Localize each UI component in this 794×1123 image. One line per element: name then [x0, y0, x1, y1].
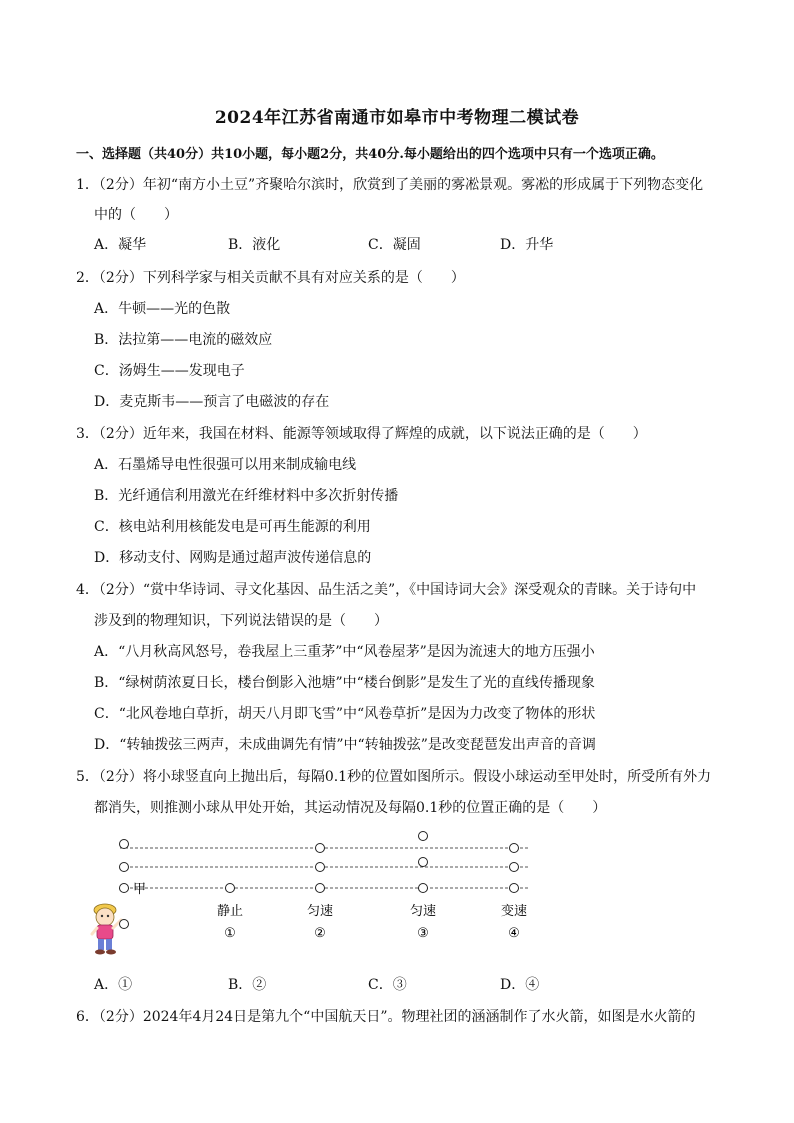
q1-option-d[interactable]: D．升华 [500, 237, 554, 253]
q5-option-a[interactable]: A．① [94, 977, 133, 993]
q4-option-b[interactable]: B．“绿树荫浓夏日长，楼台倒影入池塘”中“楼台倒影”是发生了光的直线传播现象 [94, 675, 595, 691]
option4-ball [510, 863, 519, 872]
option3-ball [419, 884, 428, 893]
figure-number-2: ② [314, 926, 326, 941]
q1-stem-line1: 1．（2分）年初“南方小土豆”齐聚哈尔滨时，欣赏到了美丽的雾凇景观。雾凇的形成属于下列物态变化 [76, 177, 704, 193]
q3-stem: 3．（2分）近年来，我国在材料、能源等领域取得了辉煌的成就，以下说法正确的是（ ） [76, 426, 647, 442]
position-marker-jia: 甲 [133, 882, 147, 897]
q4-stem-line1: 4．（2分）“赏中华诗词、寻文化基因、品生活之美”，《中国诗词大会》深受观众的青睐。关于诗句中 [76, 582, 697, 598]
q3-option-d[interactable]: D．移动支付、网购是通过超声波传递信息的 [94, 550, 372, 566]
ball-position [120, 840, 129, 849]
q5-option-b[interactable]: B．② [228, 977, 267, 993]
q1-option-c[interactable]: C．凝固 [368, 237, 421, 253]
q5-stem-line1: 5．（2分）将小球竖直向上抛出后，每隔0.1秒的位置如图所示。假设小球运动至甲处时，所受所有外力 [76, 769, 712, 785]
figure-label-3: 匀速 [409, 904, 437, 919]
q4-option-c[interactable]: C．“北风卷地白草折，胡天八月即飞雪”中“风卷草折”是因为力改变了物体的形状 [94, 706, 596, 722]
option2-ball [316, 863, 325, 872]
option4-ball [510, 844, 519, 853]
q4-option-d[interactable]: D．“转轴拨弦三两声，未成曲调先有情”中“转轴拨弦”是改变琵琶发出声音的音调 [94, 737, 596, 753]
thrown-ball [120, 920, 129, 929]
option1-ball [226, 884, 235, 893]
q1-option-a[interactable]: A．凝华 [94, 237, 147, 253]
q1-stem-line2: 中的（ ） [94, 207, 178, 223]
q2-option-a[interactable]: A．牛顿——光的色散 [94, 301, 231, 317]
q4-stem-line2: 涉及到的物理知识，下列说法错误的是（ ） [94, 613, 388, 629]
q2-option-d[interactable]: D．麦克斯韦——预言了电磁波的存在 [94, 394, 330, 410]
figure-number-3: ③ [417, 926, 429, 941]
q1-options [94, 236, 694, 254]
q5-option-d[interactable]: D．④ [500, 977, 540, 993]
q5-stem-line2: 都消失，则推测小球从甲处开始，其运动情况及每隔0.1秒的位置正确的是（ ） [94, 800, 607, 816]
q3-option-b[interactable]: B．光纤通信利用激光在纤维材料中多次折射传播 [94, 488, 399, 504]
figure-label-1: 静止 [216, 904, 244, 919]
option3-ball [419, 858, 428, 867]
q4-option-a[interactable]: A．“八月秋高风怒号，卷我屋上三重茅”中“风卷屋茅”是因为流速大的地方压强小 [94, 644, 595, 660]
q5-option-c[interactable]: C．③ [368, 977, 407, 993]
option3-ball [419, 832, 428, 841]
exam-title: 2024年江苏省南通市如皋市中考物理二模试卷 [214, 108, 580, 128]
figure-label-2: 匀速 [306, 904, 334, 919]
section-heading: 一、选择题（共40分）共10小题，每小题2分，共40分.每小题给出的四个选项中只有一个选项正确。 [76, 147, 664, 162]
q3-option-c[interactable]: C．核电站利用核能发电是可再生能源的利用 [94, 519, 371, 535]
q5-options [94, 976, 694, 994]
figure-number-1: ① [224, 926, 236, 941]
option4-ball [510, 884, 519, 893]
q2-option-b[interactable]: B．法拉第——电流的磁效应 [94, 332, 273, 348]
figure-number-4: ④ [508, 926, 520, 941]
child-illustration [92, 904, 121, 955]
ball-position [120, 863, 129, 872]
option2-ball [316, 884, 325, 893]
option2-ball [316, 844, 325, 853]
q2-stem: 2．（2分）下列科学家与相关贡献不具有对应关系的是（ ） [76, 270, 465, 286]
q2-option-c[interactable]: C．汤姆生——发现电子 [94, 363, 245, 379]
figure-label-4: 变速 [500, 904, 528, 919]
ball-position [120, 884, 129, 893]
q3-option-a[interactable]: A．石墨烯导电性很强可以用来制成输电线 [94, 457, 357, 473]
q5-figure [80, 822, 550, 962]
q1-option-b[interactable]: B．液化 [228, 237, 281, 253]
q6-stem-line1: 6．（2分）2024年4月24日是第九个“中国航天日”。物理社团的涵涵制作了水火箭，如图是水火箭的 [76, 1009, 696, 1025]
